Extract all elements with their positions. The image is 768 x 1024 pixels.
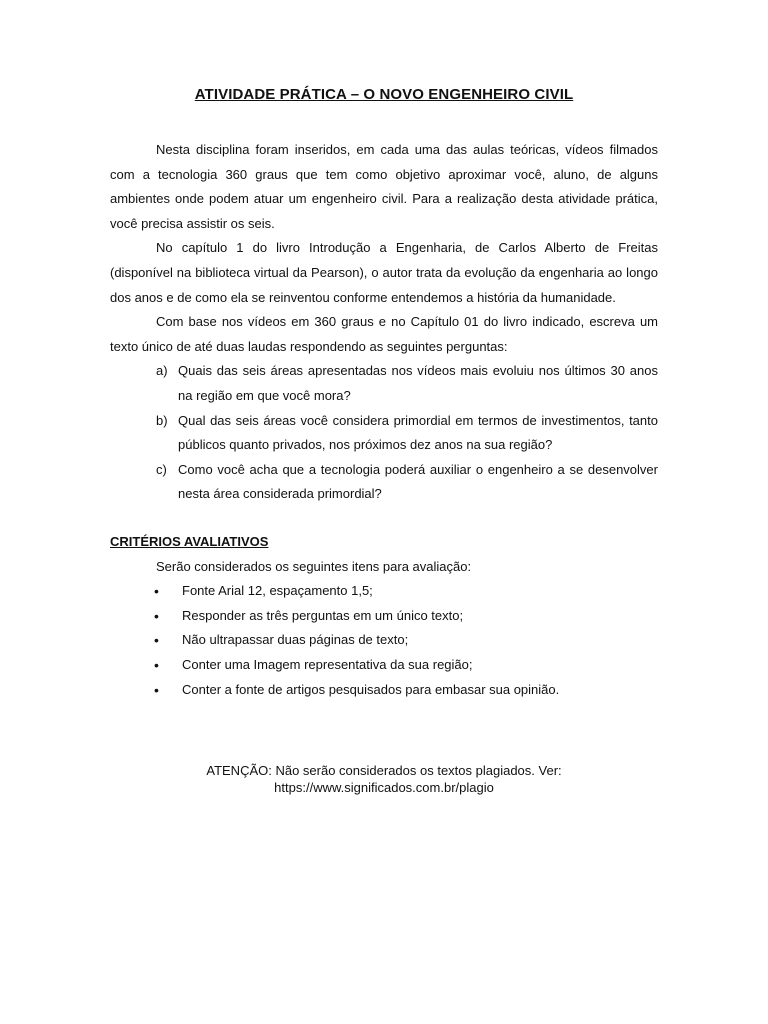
criteria-heading: CRITÉRIOS AVALIATIVOS [110, 534, 269, 549]
criteria-section [110, 530, 658, 702]
bullet-icon: • [154, 583, 159, 600]
criteria-item-text: Conter uma Imagem representativa da sua região; [182, 656, 473, 672]
plagiarism-notice [0, 762, 768, 796]
bullet-icon: • [154, 632, 159, 649]
criteria-item-text: Conter a fonte de artigos pesquisados para embasar sua opinião. [182, 681, 560, 697]
criteria-item-text: Não ultrapassar duas páginas de texto; [182, 632, 409, 648]
question-list [110, 359, 658, 507]
question-marker: b) [156, 412, 168, 428]
paragraph-instructions: Com base nos vídeos em 360 graus e no Capítulo 01 do livro indicado, escreva um texto único de até duas laudas respondendo as seguintes perguntas: [110, 314, 658, 354]
criteria-intro: Serão considerados os seguintes itens para avaliação: [156, 558, 472, 574]
notice-url: https://www.significados.com.br/plagio [274, 780, 494, 795]
paragraph-book-chapter: No capítulo 1 do livro Introdução a Engenharia, de Carlos Alberto de Freitas (disponível na biblioteca virtual da Pearson), o autor trata da evolução da engenharia ao longo dos anos e de como ela se reinventou conforme entendemos a história da humanidade. [110, 240, 658, 305]
criteria-item-text: Fonte Arial 12, espaçamento 1,5; [182, 583, 373, 599]
criteria-list [110, 579, 658, 702]
question-marker: a) [156, 363, 168, 379]
question-text: Quais das seis áreas apresentadas nos vídeos mais evoluiu nos últimos 30 anos na região em que você mora? [178, 363, 658, 403]
notice-text: ATENÇÃO: Não serão considerados os textos plagiados. Ver: [206, 763, 562, 778]
question-text: Qual das seis áreas você considera primordial em termos de investimentos, tanto públicos quanto privados, nos próximos dez anos na sua região? [178, 412, 658, 453]
question-marker: c) [156, 461, 167, 477]
question-item-a [110, 359, 658, 408]
question-text: Como você acha que a tecnologia poderá auxiliar o engenheiro a se desenvolver nesta área considerada primordial? [178, 461, 658, 502]
bullet-icon: • [154, 656, 159, 673]
bullet-icon: • [154, 607, 159, 624]
document-body [110, 138, 658, 507]
criteria-item-text: Responder as três perguntas em um único texto; [182, 607, 464, 623]
criteria-item [110, 604, 658, 629]
question-item-b [110, 409, 658, 458]
criteria-item [110, 653, 658, 678]
criteria-item [110, 678, 658, 703]
question-item-c [110, 458, 658, 507]
paragraph-intro: Nesta disciplina foram inseridos, em cada uma das aulas teóricas, vídeos filmados com a tecnologia 360 graus que tem como objetivo aproximar você, aluno, de alguns ambientes onde podem atuar um engenheiro civil. Para a realização desta atividade prática, você precisa assistir os seis. [110, 142, 658, 231]
criteria-item [110, 628, 658, 653]
bullet-icon: • [154, 681, 159, 698]
criteria-item [110, 579, 658, 604]
document-title: ATIVIDADE PRÁTICA – O NOVO ENGENHEIRO CIVIL [194, 86, 574, 103]
